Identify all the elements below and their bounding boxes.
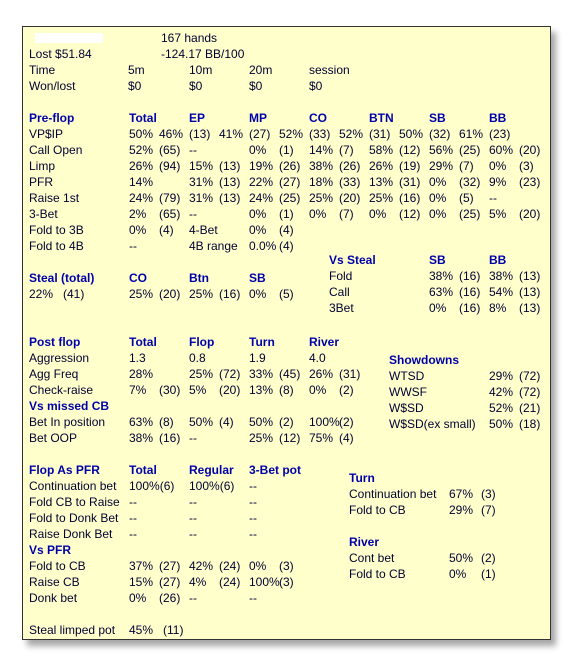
- postflop-cell: 4.0: [309, 351, 326, 365]
- vs-steal-cell: 54%: [489, 285, 514, 299]
- missed-cb-cell: (2): [339, 415, 354, 429]
- vs-pfr-cell: --: [189, 591, 197, 605]
- preflop-cell: (13): [189, 127, 211, 141]
- preflop-cell: 52%: [279, 127, 304, 141]
- preflop-cell: (27): [249, 127, 271, 141]
- preflop-cell: 0%: [429, 175, 447, 189]
- preflop-row-label: Raise 1st: [29, 191, 80, 205]
- preflop-row-label: Call Open: [29, 143, 83, 157]
- preflop-col-total: Total: [129, 111, 157, 125]
- missed-cb-cell: 63%: [129, 415, 154, 429]
- preflop-row-label: 3-Bet: [29, 207, 58, 221]
- preflop-cell: 4B range: [189, 239, 238, 253]
- preflop-cell: 46%: [159, 127, 184, 141]
- postflop-cell: 1.9: [249, 351, 266, 365]
- preflop-cell: (20): [519, 143, 541, 157]
- flop-pfr-row-label: Continuation bet: [29, 479, 117, 493]
- preflop-col-bb: BB: [489, 111, 507, 125]
- preflop-cell: 13%: [369, 175, 394, 189]
- preflop-cell: (13): [219, 159, 241, 173]
- preflop-col-co: CO: [309, 111, 327, 125]
- vs-steal-col-bb: BB: [489, 253, 507, 267]
- preflop-cell: (1): [279, 143, 294, 157]
- vs-pfr-cell: (24): [219, 575, 241, 589]
- preflop-title: Pre-flop: [29, 111, 75, 125]
- preflop-cell: 2%: [129, 207, 147, 221]
- preflop-cell: 29%: [429, 159, 454, 173]
- steal-limped-value: 45%: [129, 623, 154, 637]
- preflop-cell: 31%: [189, 191, 214, 205]
- preflop-cell: 18%: [309, 175, 334, 189]
- preflop-cell: (13): [219, 175, 241, 189]
- preflop-cell: 25%: [369, 191, 394, 205]
- preflop-cell: 24%: [249, 191, 274, 205]
- preflop-cell: (33): [339, 175, 361, 189]
- vs-pfr-cell: 37%: [129, 559, 154, 573]
- vs-pfr-row-label: Donk bet: [29, 591, 78, 605]
- preflop-cell: (7): [339, 207, 354, 221]
- postflop-cell: 25%: [189, 367, 214, 381]
- preflop-col-sb: SB: [429, 111, 446, 125]
- preflop-cell: (7): [459, 159, 474, 173]
- flop-pfr-cell: --: [249, 479, 257, 493]
- preflop-cell: (13): [219, 191, 241, 205]
- preflop-cell: (27): [279, 175, 301, 189]
- preflop-cell: 25%: [309, 191, 334, 205]
- steal-cell: (5): [279, 287, 294, 301]
- preflop-cell: --: [489, 191, 497, 205]
- postflop-cell: (72): [219, 367, 241, 381]
- vs-steal-cell: (13): [519, 301, 541, 315]
- showdown-count: (72): [519, 385, 541, 399]
- vs-pfr-cell: (3): [279, 575, 294, 589]
- vs-pfr-row-label: Raise CB: [29, 575, 80, 589]
- missed-cb-cell: 100%: [309, 415, 340, 429]
- river-value: 0%: [449, 567, 467, 581]
- preflop-cell: (1): [279, 207, 294, 221]
- preflop-row-label: PFR: [29, 175, 53, 189]
- flop-pfr-cell: --: [249, 495, 257, 509]
- preflop-cell: 0%: [489, 159, 507, 173]
- flop-pfr-row-label: Raise Donk Bet: [29, 527, 113, 541]
- steal-col-co: CO: [129, 271, 147, 285]
- preflop-cell: 0%: [129, 223, 147, 237]
- steal-total: 22%: [29, 287, 54, 301]
- wonlost-val-0: $0: [128, 79, 142, 93]
- vs-missed-cb-title: Vs missed CB: [29, 399, 110, 413]
- preflop-cell: (4): [159, 223, 174, 237]
- preflop-cell: 50%: [129, 127, 154, 141]
- missed-cb-cell: (8): [159, 415, 174, 429]
- preflop-cell: 26%: [129, 159, 154, 173]
- preflop-cell: (32): [429, 127, 451, 141]
- preflop-cell: (65): [159, 207, 181, 221]
- preflop-cell: 5%: [489, 207, 507, 221]
- river-title: River: [349, 535, 380, 549]
- vs-pfr-cell: 42%: [189, 559, 214, 573]
- preflop-cell: (12): [399, 207, 421, 221]
- showdown-value: 52%: [489, 401, 514, 415]
- missed-cb-row-label: Bet OOP: [29, 431, 78, 445]
- postflop-title: Post flop: [29, 335, 81, 349]
- vs-pfr-cell: (3): [279, 559, 294, 573]
- preflop-row-label: Fold to 3B: [29, 223, 84, 237]
- hands-count: 167 hands: [161, 31, 218, 45]
- preflop-cell: (26): [279, 159, 301, 173]
- postflop-cell: (31): [339, 367, 361, 381]
- steal-col-sb: SB: [249, 271, 266, 285]
- preflop-cell: 0%: [369, 207, 387, 221]
- river-row-label: Cont bet: [349, 551, 395, 565]
- preflop-cell: (31): [399, 175, 421, 189]
- showdown-count: (21): [519, 401, 541, 415]
- flop-pfr-title: Flop As PFR: [29, 463, 100, 477]
- turn-value: 29%: [449, 503, 474, 517]
- wonlost-val-1: $0: [189, 79, 203, 93]
- flop-pfr-cell: --: [189, 527, 197, 541]
- preflop-cell: 31%: [189, 175, 214, 189]
- wonlost-label: Won/lost: [29, 79, 76, 93]
- preflop-cell: 38%: [309, 159, 334, 173]
- vs-steal-cell: 38%: [429, 269, 454, 283]
- preflop-cell: 60%: [489, 143, 514, 157]
- postflop-cell: 1.3: [129, 351, 146, 365]
- preflop-cell: 0%: [309, 207, 327, 221]
- vs-steal-col-sb: SB: [429, 253, 446, 267]
- preflop-cell: 26%: [369, 159, 394, 173]
- flop-pfr-cell: --: [249, 511, 257, 525]
- flop-pfr-row-label: Fold CB to Raise: [29, 495, 120, 509]
- preflop-cell: (25): [459, 207, 481, 221]
- postflop-cell: 7%: [129, 383, 147, 397]
- preflop-cell: 14%: [309, 143, 334, 157]
- missed-cb-cell: (12): [279, 431, 301, 445]
- preflop-cell: 52%: [129, 143, 154, 157]
- preflop-cell: (20): [519, 207, 541, 221]
- flop-pfr-cell: 100%(6): [129, 479, 175, 493]
- postflop-row-label: Agg Freq: [29, 367, 79, 381]
- preflop-cell: (25): [459, 143, 481, 157]
- vs-steal-cell: 63%: [429, 285, 454, 299]
- vs-pfr-cell: (26): [159, 591, 181, 605]
- flop-pfr-col-0: Total: [129, 463, 157, 477]
- preflop-cell: (32): [459, 175, 481, 189]
- preflop-cell: 14%: [129, 175, 154, 189]
- preflop-cell: 50%: [399, 127, 424, 141]
- turn-count: (7): [481, 503, 496, 517]
- time-col-3: session: [309, 63, 350, 77]
- river-row-label: Fold to CB: [349, 567, 406, 581]
- vs-pfr-cell: 0%: [249, 559, 267, 573]
- preflop-cell: (3): [519, 159, 534, 173]
- preflop-col-mp: MP: [249, 111, 267, 125]
- postflop-cell: 28%: [129, 367, 154, 381]
- turn-row-label: Continuation bet: [349, 487, 437, 501]
- vs-steal-cell: 8%: [489, 301, 507, 315]
- showdown-value: 50%: [489, 417, 514, 431]
- steal-title: Steal (total): [29, 271, 95, 285]
- postflop-cell: (30): [159, 383, 181, 397]
- missed-cb-cell: 38%: [129, 431, 154, 445]
- preflop-cell: (26): [339, 159, 361, 173]
- time-col-2: 20m: [249, 63, 273, 77]
- showdown-value: 29%: [489, 369, 514, 383]
- steal-cell: 25%: [129, 287, 154, 301]
- preflop-cell: 24%: [129, 191, 154, 205]
- preflop-cell: 0%: [429, 207, 447, 221]
- preflop-cell: --: [189, 207, 197, 221]
- preflop-cell: 58%: [369, 143, 394, 157]
- flop-pfr-cell: --: [249, 527, 257, 541]
- time-col-1: 10m: [189, 63, 213, 77]
- vs-pfr-title: Vs PFR: [29, 543, 72, 557]
- preflop-cell: --: [129, 239, 137, 253]
- preflop-cell: 19%: [249, 159, 274, 173]
- preflop-cell: 15%: [189, 159, 214, 173]
- steal-cell: (16): [219, 287, 241, 301]
- preflop-col-btn: BTN: [369, 111, 394, 125]
- preflop-cell: (94): [159, 159, 181, 173]
- preflop-cell: 0%: [429, 191, 447, 205]
- lost-amount: Lost $51.84: [29, 47, 92, 61]
- preflop-cell: 41%: [219, 127, 244, 141]
- flop-pfr-cell: --: [129, 527, 137, 541]
- vs-pfr-cell: --: [249, 591, 257, 605]
- preflop-cell: (33): [309, 127, 331, 141]
- vs-steal-cell: 0%: [429, 301, 447, 315]
- wonlost-val-2: $0: [249, 79, 263, 93]
- postflop-row-label: Aggression: [29, 351, 90, 365]
- vs-pfr-cell: (27): [159, 559, 181, 573]
- preflop-cell: 0.0%: [249, 239, 277, 253]
- missed-cb-cell: 25%: [249, 431, 274, 445]
- showdown-row-label: W$SD: [389, 401, 424, 415]
- showdown-count: (72): [519, 369, 541, 383]
- showdowns-title: Showdowns: [389, 353, 459, 367]
- showdown-row-label: W$SD(ex small): [389, 417, 476, 431]
- vs-steal-cell: (13): [519, 285, 541, 299]
- postflop-cell: 0%: [309, 383, 327, 397]
- flop-pfr-col-2: 3-Bet pot: [249, 463, 301, 477]
- river-count: (2): [481, 551, 496, 565]
- vs-steal-cell: 38%: [489, 269, 514, 283]
- steal-cell: (20): [159, 287, 181, 301]
- time-col-0: 5m: [128, 63, 145, 77]
- postflop-cell: 33%: [249, 367, 274, 381]
- vs-pfr-cell: 15%: [129, 575, 154, 589]
- missed-cb-cell: 75%: [309, 431, 334, 445]
- vs-steal-title: Vs Steal: [329, 253, 376, 267]
- steal-cell: 0%: [249, 287, 267, 301]
- postflop-cell: (20): [219, 383, 241, 397]
- turn-count: (3): [481, 487, 496, 501]
- turn-title: Turn: [349, 471, 375, 485]
- preflop-cell: (19): [399, 159, 421, 173]
- preflop-cell: (79): [159, 191, 181, 205]
- preflop-col-ep: EP: [189, 111, 206, 125]
- preflop-cell: 61%: [459, 127, 484, 141]
- preflop-cell: (7): [339, 143, 354, 157]
- postflop-cell: (45): [279, 367, 301, 381]
- showdown-row-label: WTSD: [389, 369, 425, 383]
- postflop-cell: 0.8: [189, 351, 206, 365]
- missed-cb-cell: (16): [159, 431, 181, 445]
- steal-limped-count: (11): [163, 623, 184, 637]
- postflop-cell: 13%: [249, 383, 274, 397]
- preflop-cell: (25): [279, 191, 301, 205]
- vs-steal-cell: (13): [519, 269, 541, 283]
- vs-steal-cell: (16): [459, 301, 481, 315]
- wonlost-val-3: $0: [309, 79, 323, 93]
- missed-cb-cell: --: [189, 431, 197, 445]
- preflop-row-label: Fold to 4B: [29, 239, 84, 253]
- preflop-cell: (4): [279, 223, 294, 237]
- postflop-col-turn: Turn: [249, 335, 275, 349]
- river-value: 50%: [449, 551, 474, 565]
- steal-total-n: (41): [63, 287, 85, 301]
- preflop-cell: (23): [489, 127, 511, 141]
- steal-limped-label: Steal limped pot: [29, 623, 116, 637]
- preflop-cell: (31): [369, 127, 391, 141]
- turn-value: 67%: [449, 487, 474, 501]
- preflop-cell: (12): [399, 143, 421, 157]
- preflop-cell: 9%: [489, 175, 507, 189]
- preflop-cell: 0%: [249, 223, 267, 237]
- vs-steal-row-label: 3Bet: [329, 301, 354, 315]
- missed-cb-row-label: Bet In position: [29, 415, 106, 429]
- postflop-row-label: Check-raise: [29, 383, 94, 397]
- stats-panel: [22, 26, 551, 640]
- vs-pfr-cell: (27): [159, 575, 181, 589]
- vs-steal-cell: (16): [459, 269, 481, 283]
- postflop-col-flop: Flop: [189, 335, 215, 349]
- flop-pfr-row-label: Fold to Donk Bet: [29, 511, 119, 525]
- preflop-cell: 0%: [249, 143, 267, 157]
- flop-pfr-cell: --: [189, 511, 197, 525]
- preflop-cell: 22%: [249, 175, 274, 189]
- preflop-cell: (65): [159, 143, 181, 157]
- time-label: Time: [29, 63, 56, 77]
- postflop-cell: 26%: [309, 367, 334, 381]
- vs-steal-row-label: Call: [329, 285, 350, 299]
- steal-col-btn: Btn: [189, 271, 209, 285]
- river-count: (1): [481, 567, 496, 581]
- flop-pfr-cell: --: [129, 511, 137, 525]
- preflop-row-label: Limp: [29, 159, 56, 173]
- showdown-value: 42%: [489, 385, 514, 399]
- vs-pfr-cell: 4%: [189, 575, 207, 589]
- preflop-cell: 52%: [339, 127, 364, 141]
- flop-pfr-cell: 100%(6): [189, 479, 235, 493]
- showdown-count: (18): [519, 417, 541, 431]
- vs-steal-cell: (16): [459, 285, 481, 299]
- missed-cb-cell: (2): [279, 415, 294, 429]
- preflop-cell: (4): [279, 239, 294, 253]
- preflop-cell: 56%: [429, 143, 454, 157]
- player-name-redacted: [35, 33, 103, 43]
- bb-per-100: -124.17 BB/100: [161, 47, 245, 61]
- steal-cell: 25%: [189, 287, 214, 301]
- postflop-col-river: River: [309, 335, 340, 349]
- vs-pfr-cell: 100%: [249, 575, 280, 589]
- postflop-cell: (8): [279, 383, 294, 397]
- preflop-cell: --: [189, 143, 197, 157]
- postflop-cell: (2): [339, 383, 354, 397]
- postflop-col-total: Total: [129, 335, 157, 349]
- preflop-cell: (5): [459, 191, 474, 205]
- postflop-cell: 5%: [189, 383, 207, 397]
- preflop-cell: (23): [519, 175, 541, 189]
- flop-pfr-cell: --: [129, 495, 137, 509]
- missed-cb-cell: (4): [219, 415, 234, 429]
- preflop-cell: (20): [339, 191, 361, 205]
- flop-pfr-col-1: Regular: [189, 463, 234, 477]
- missed-cb-cell: 50%: [189, 415, 214, 429]
- preflop-cell: (16): [399, 191, 421, 205]
- missed-cb-cell: (4): [339, 431, 354, 445]
- vs-pfr-cell: (24): [219, 559, 241, 573]
- missed-cb-cell: 50%: [249, 415, 274, 429]
- vs-pfr-cell: 0%: [129, 591, 147, 605]
- turn-row-label: Fold to CB: [349, 503, 406, 517]
- vs-pfr-row-label: Fold to CB: [29, 559, 86, 573]
- preflop-cell: 4-Bet: [189, 223, 218, 237]
- flop-pfr-cell: --: [189, 495, 197, 509]
- preflop-cell: 0%: [249, 207, 267, 221]
- vs-steal-row-label: Fold: [329, 269, 353, 283]
- preflop-row-label: VP$IP: [29, 127, 64, 141]
- showdown-row-label: WWSF: [389, 385, 427, 399]
